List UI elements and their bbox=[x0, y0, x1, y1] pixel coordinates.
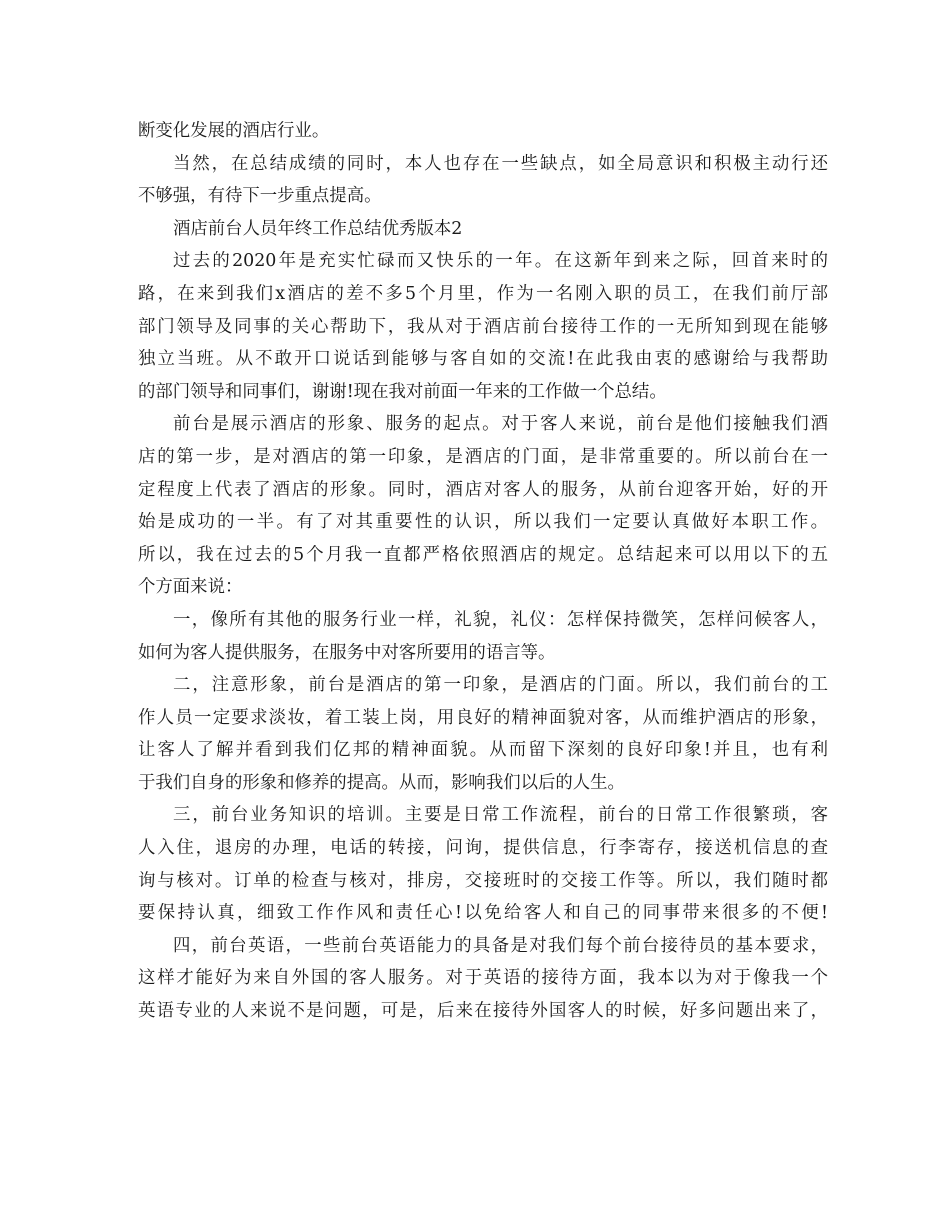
text-line: 询与核对。订单的检查与核对，排房，交接班时的交接工作等。所以，我们随时都 bbox=[138, 870, 828, 891]
document-body bbox=[138, 115, 828, 1028]
text-line: 英语专业的人来说不是问题，可是，后来在接待外国客人的时候，好多问题出来了， bbox=[138, 1001, 828, 1022]
text-line: 于我们自身的形象和修养的提高。从而，影响我们以后的人生。 bbox=[138, 772, 625, 793]
text-line: 这样才能好为来自外国的客人服务。对于英语的接待方面，我本以为对于像我一个 bbox=[138, 968, 828, 989]
text-line: 如何为客人提供服务，在服务中对客所要用的语言等。 bbox=[138, 642, 556, 663]
text-line: 酒店前台人员年终工作总结优秀版本2 bbox=[173, 218, 463, 239]
text-line: 当然，在总结成绩的同时，本人也存在一些缺点，如全局意识和积极主动行还 bbox=[173, 153, 828, 174]
text-line: 四，前台英语，一些前台英语能力的具备是对我们每个前台接待员的基本要求， bbox=[173, 935, 828, 956]
text-line: 所以，我在过去的5个月我一直都严格依照酒店的规定。总结起来可以用以下的五 bbox=[138, 544, 828, 565]
text-line: 一，像所有其他的服务行业一样，礼貌，礼仪：怎样保持微笑，怎样问候客人， bbox=[173, 609, 828, 630]
text-line: 人入住，退房的办理，电话的转接，问询，提供信息，行李寄存，接送机信息的查 bbox=[138, 838, 828, 859]
text-line: 三，前台业务知识的培训。主要是日常工作流程，前台的日常工作很繁琐，客 bbox=[173, 805, 828, 826]
text-line: 定程度上代表了酒店的形象。同时，酒店对客人的服务，从前台迎客开始，好的开 bbox=[138, 479, 828, 500]
text-line: 路，在来到我们x酒店的差不多5个月里，作为一名刚入职的员工，在我们前厅部 bbox=[138, 283, 828, 304]
text-line: 始是成功的一半。有了对其重要性的认识，所以我们一定要认真做好本职工作。 bbox=[138, 512, 828, 533]
text-line: 二，注意形象，前台是酒店的第一印象，是酒店的门面。所以，我们前台的工 bbox=[173, 675, 828, 696]
text-line: 个方面来说： bbox=[138, 577, 243, 598]
text-line: 让客人了解并看到我们亿邦的精神面貌。从而留下深刻的良好印象!并且，也有利 bbox=[138, 740, 828, 761]
text-line: 断变化发展的酒店行业。 bbox=[138, 121, 330, 141]
text-line: 要保持认真，细致工作作风和责任心!以免给客人和自己的同事带来很多的不便! bbox=[138, 903, 828, 924]
text-line: 前台是展示酒店的形象、服务的起点。对于客人来说，前台是他们接触我们酒 bbox=[173, 414, 828, 435]
text-line: 部门领导及同事的关心帮助下，我从对于酒店前台接待工作的一无所知到现在能够 bbox=[138, 316, 828, 337]
text-line: 作人员一定要求淡妆，着工装上岗，用良好的精神面貌对客，从而维护酒店的形象， bbox=[138, 707, 828, 728]
text-line: 的部门领导和同事们，谢谢!现在我对前面一年来的工作做一个总结。 bbox=[138, 381, 667, 402]
text-line: 过去的2020年是充实忙碌而又快乐的一年。在这新年到来之际，回首来时的 bbox=[173, 251, 828, 272]
text-line: 店的第一步，是对酒店的第一印象，是酒店的门面，是非常重要的。所以前台在一 bbox=[138, 446, 828, 467]
text-line: 独立当班。从不敢开口说话到能够与客自如的交流!在此我由衷的感谢给与我帮助 bbox=[138, 349, 828, 370]
text-line: 不够强，有待下一步重点提高。 bbox=[138, 186, 382, 207]
